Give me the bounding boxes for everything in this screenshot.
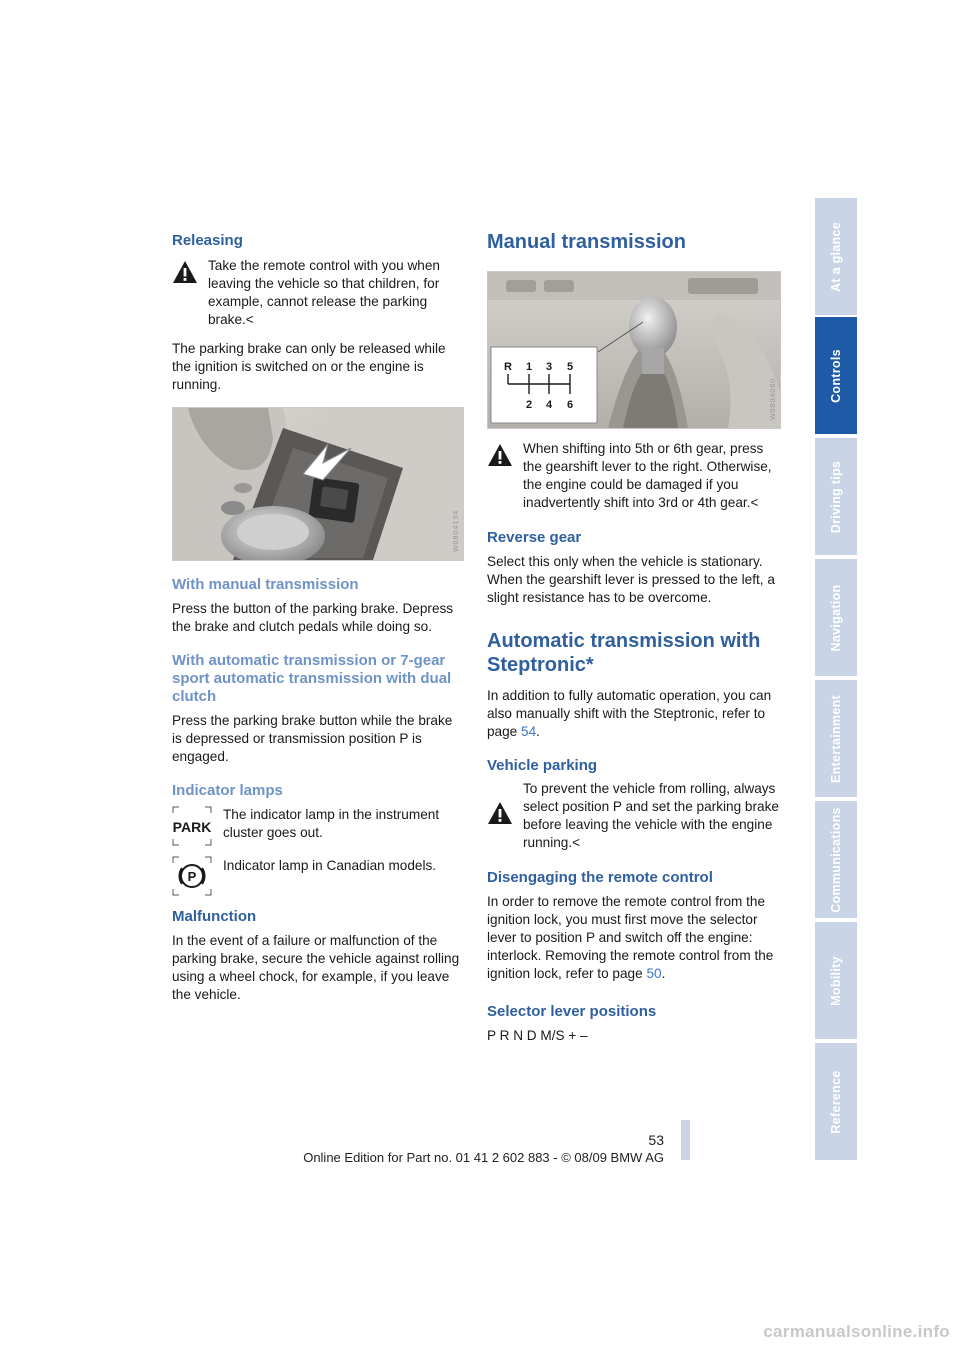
end-mark: < bbox=[245, 312, 254, 327]
heading-indicator-lamps: Indicator lamps bbox=[172, 782, 283, 799]
release-info: The parking brake can only be released while the ignition is switched on or the engine is running. bbox=[172, 341, 446, 392]
gear-label: 4 bbox=[545, 399, 553, 411]
warning-triangle-icon bbox=[487, 443, 513, 467]
edition-line: Online Edition for Part no. 01 41 2 602 883 - © 08/09 BMW AG bbox=[303, 1150, 664, 1165]
warning-triangle-icon bbox=[487, 801, 513, 825]
warning-vehicle-parking bbox=[487, 780, 781, 852]
indicator-lamp-canada bbox=[172, 856, 464, 896]
malfunction-text: In the event of a failure or malfunction of the parking brake, secure the vehicle against rolling using a wheel chock, for example, if you leave the vehicle. bbox=[172, 933, 460, 1002]
warning-triangle-icon bbox=[172, 260, 198, 284]
tab-mobility[interactable]: Mobility bbox=[815, 922, 857, 1039]
manual-transmission-text: Press the button of the parking brake. Depress the brake and clutch pedals while doing so. bbox=[172, 601, 454, 634]
page-link-50[interactable]: 50 bbox=[646, 966, 662, 981]
heading-disengaging-remote: Disengaging the remote control bbox=[487, 869, 713, 886]
gear-label: R bbox=[504, 361, 512, 373]
warning-releasing bbox=[172, 257, 464, 329]
heading-reverse-gear: Reverse gear bbox=[487, 529, 582, 546]
parking-brake-photo bbox=[172, 407, 464, 561]
reverse-gear-text: Select this only when the vehicle is stationary. When the gearshift lever is pressed to the left, a slight resistance has to be overcome. bbox=[487, 554, 775, 605]
parking-brake-p-lamp-icon bbox=[172, 856, 212, 896]
warning-releasing-text: Take the remote control with you when leaving the vehicle so that children, for example, cannot release the parking brake.< bbox=[208, 258, 440, 327]
heading-malfunction: Malfunction bbox=[172, 908, 257, 925]
steptronic-text: In addition to fully automatic operation, you can also manually shift with the Steptronic, refer to page 54. bbox=[487, 688, 772, 739]
page-link-54[interactable]: 54 bbox=[521, 724, 537, 739]
left-column bbox=[172, 228, 464, 1004]
photo-code: W0804134 bbox=[452, 509, 460, 552]
gear-label: 5 bbox=[566, 361, 574, 373]
automatic-transmission-text: Press the parking brake button while the brake is depressed or transmission position P is engaged. bbox=[172, 713, 453, 764]
tab-entertainment[interactable]: Entertainment bbox=[815, 680, 857, 797]
end-mark: < bbox=[572, 835, 581, 850]
park-lamp-icon bbox=[172, 806, 212, 846]
footer-bar bbox=[681, 1120, 690, 1160]
section-side-tabs bbox=[815, 198, 857, 1161]
indicator-lamp-park bbox=[172, 806, 464, 846]
tab-controls[interactable]: Controls bbox=[815, 317, 857, 434]
heading-selector-lever-positions: Selector lever positions bbox=[487, 1003, 657, 1020]
tab-driving-tips[interactable]: Driving tips bbox=[815, 438, 857, 555]
parking-brake-illustration bbox=[173, 408, 463, 560]
heading-manual-transmission: Manual transmission bbox=[487, 231, 686, 253]
selector-lever-positions-text: P R N D M/S + – bbox=[487, 1028, 588, 1043]
gear-label: 1 bbox=[525, 361, 533, 373]
end-mark: < bbox=[750, 495, 759, 510]
watermark: carmanualsonline.info bbox=[763, 1322, 950, 1341]
gear-label: 6 bbox=[566, 399, 574, 411]
indicator-lamp-canada-text: Indicator lamp in Canadian models. bbox=[223, 858, 437, 873]
heading-releasing: Releasing bbox=[172, 232, 243, 249]
gear-label: 3 bbox=[545, 361, 553, 373]
photo-code: W0804060 bbox=[769, 377, 777, 420]
tab-communications[interactable]: Communications bbox=[815, 801, 857, 918]
park-lamp-symbol: PARK bbox=[172, 819, 212, 835]
gearshift-illustration bbox=[488, 272, 780, 428]
gearshift-photo bbox=[487, 271, 781, 429]
disengaging-text: In order to remove the remote control from the ignition lock, you must first move the selector lever to position P and switch off the engine: interlock. Removing the remote control from the ignition lock, refer to page 50. bbox=[487, 894, 774, 981]
warning-vehicle-parking-text: To prevent the vehicle from rolling, always select position P and set the parking brake before leaving the vehicle with the engine running.< bbox=[523, 781, 779, 850]
gear-label: 2 bbox=[525, 399, 533, 411]
tab-navigation[interactable]: Navigation bbox=[815, 559, 857, 676]
heading-vehicle-parking: Vehicle parking bbox=[487, 757, 598, 774]
tab-reference[interactable]: Reference bbox=[815, 1043, 857, 1160]
parking-brake-p-symbol: P bbox=[187, 869, 197, 884]
warning-gear-shift bbox=[487, 440, 781, 512]
warning-gear-shift-text: When shifting into 5th or 6th gear, press the gearshift lever to the right. Otherwise, the engine could be damaged if you inadvertently shift into 3rd or 4th gear.< bbox=[523, 441, 772, 510]
indicator-lamp-park-text: The indicator lamp in the instrument cluster goes out. bbox=[223, 807, 440, 840]
heading-automatic-steptronic: Automatic transmission with Steptronic* bbox=[487, 630, 761, 676]
page-number: 53 bbox=[648, 1132, 664, 1148]
tab-at-a-glance[interactable]: At a glance bbox=[815, 198, 857, 315]
heading-with-automatic-transmission: With automatic transmission or 7-gear sport automatic transmission with dual clutch bbox=[172, 652, 452, 705]
right-column bbox=[487, 228, 781, 1045]
heading-with-manual-transmission: With manual transmission bbox=[172, 576, 359, 593]
